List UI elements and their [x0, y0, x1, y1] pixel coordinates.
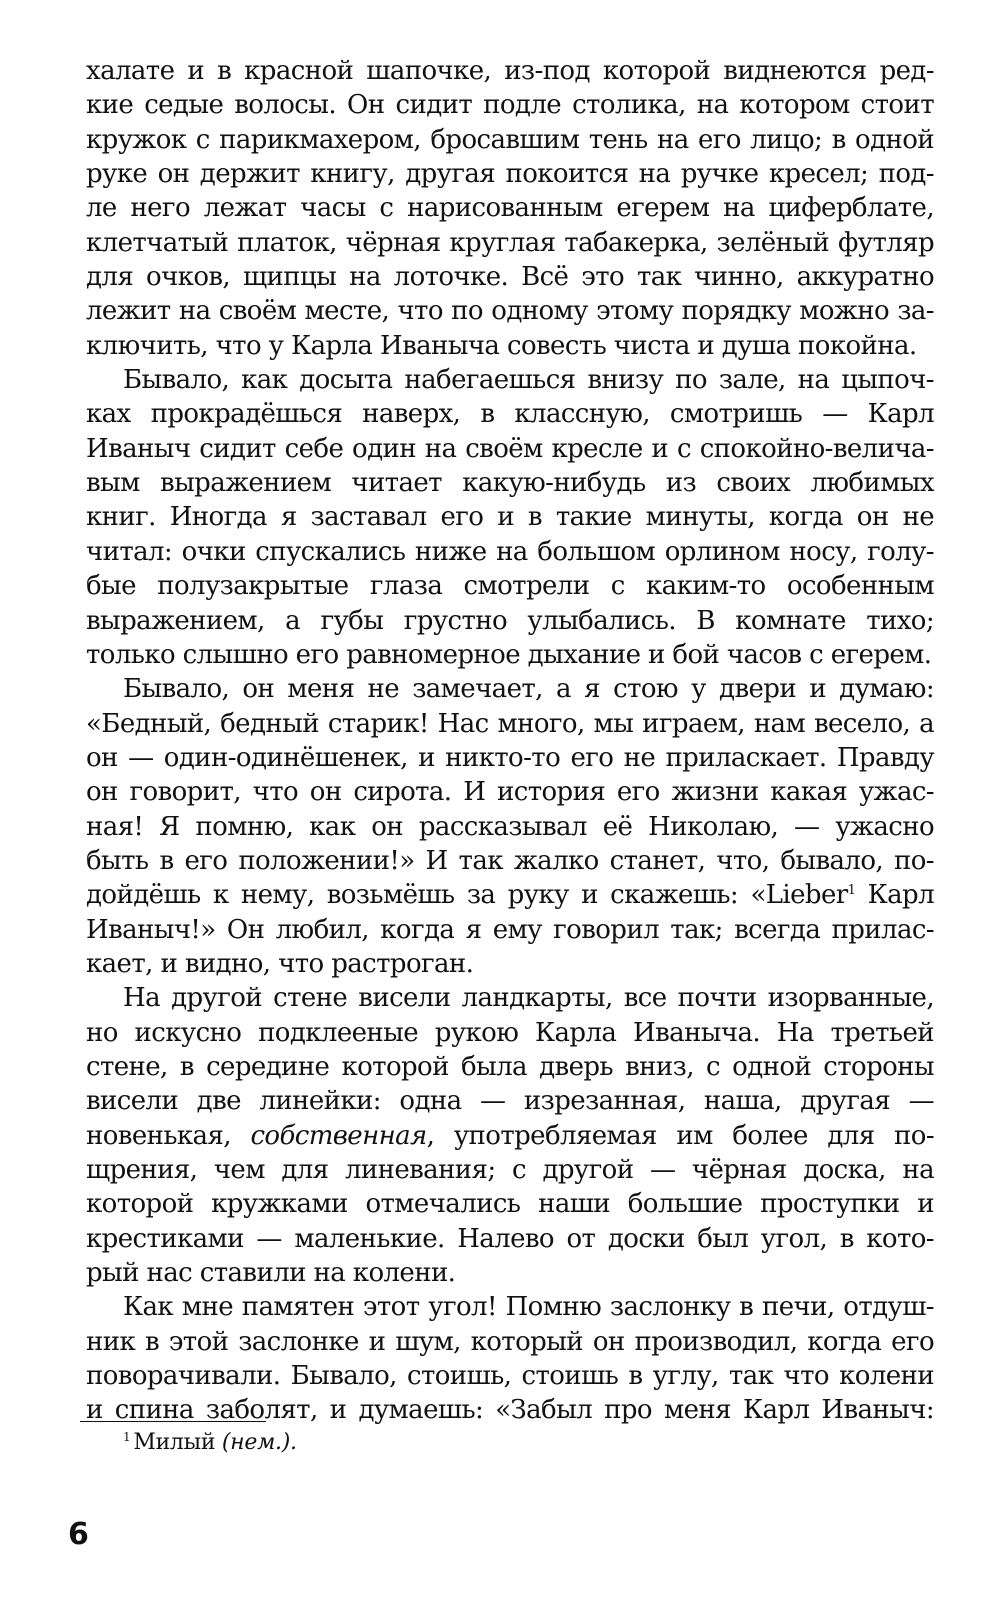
- text-line: стене, в середине которой была дверь вниз, с одной стороны: [86, 1051, 934, 1082]
- text-line: ле него лежат часы с нарисованным егерем на циферблате,: [86, 193, 934, 224]
- footnote-note: (нем.).: [221, 1430, 297, 1455]
- text-line: висели две линейки: одна — изрезанная, наша, другая —: [86, 1086, 934, 1117]
- text-line: Бывало, он меня не замечает, а я стою у двери и думаю:: [123, 674, 934, 705]
- text-line: читал: очки спускались ниже на большом орлином носу, голу-: [86, 536, 934, 567]
- text-line: щрения, чем для линевания; с другой — чёрная доска, на: [86, 1155, 934, 1185]
- text-line: рый нас ставили на колени.: [86, 1258, 456, 1289]
- text-line: он — один-одинёшенек, и никто-то его не приласкает. Правду: [86, 742, 934, 773]
- footnote: [123, 1428, 297, 1458]
- text-line: клетчатый платок, чёрная круглая табакерка, зелёный футляр: [86, 227, 934, 258]
- text-line: быть в его положении!» И так жалко станет, что, бывало, по-: [86, 845, 934, 876]
- footnote-reference: 1: [847, 883, 856, 899]
- footnote-word: Милый: [133, 1430, 216, 1455]
- emphasized-word: собственная: [250, 1120, 427, 1151]
- text-line: поворачивали. Бывало, стоишь, стоишь в углу, так что колени: [86, 1361, 934, 1392]
- text-line: Иваныч сидит себе один на своём кресле и с спокойно-велича-: [86, 433, 934, 464]
- text-segment: Карл: [855, 880, 934, 911]
- text-line: Иваныч!» Он любил, когда я ему говорил так; всегда прилас-: [86, 914, 934, 945]
- text-line: бые полузакрытые глаза смотрели с каким-то особенным: [86, 571, 934, 602]
- text-line: ник в этой заслонке и шум, который он производил, когда его: [86, 1326, 934, 1357]
- text-line: руке он держит книгу, другая покоится на ручке кресел; под-: [86, 159, 934, 190]
- paragraph-1: [86, 54, 934, 363]
- text-line: На другой стене висели ландкарты, все почти изорванные,: [123, 983, 934, 1014]
- footnote-number: 1: [123, 1430, 131, 1444]
- text-line: [86, 1119, 934, 1153]
- text-line: крестиками — маленькие. Налево от доски был угол, в кото-: [86, 1223, 934, 1254]
- text-segment: новенькая,: [86, 1120, 231, 1151]
- text-line: ная! Я помню, как он рассказывал её Николаю, — ужасно: [86, 811, 934, 842]
- text-line: ках прокрадёшься наверх, в классную, смотришь — Карл: [86, 399, 934, 430]
- footnote-divider: [80, 1421, 266, 1422]
- text-line: кие седые волосы. Он сидит подле столика, на котором стоит: [86, 90, 934, 121]
- text-line: [86, 878, 934, 912]
- text-line: только слышно его равномерное дыхание и бой часов с егерем.: [86, 639, 932, 670]
- text-line: кает, и видно, что растроган.: [86, 948, 474, 979]
- text-line: лежит на своём месте, что по одному этому порядку можно за-: [86, 296, 934, 327]
- text-segment: дойдёшь к нему, возьмёшь за руку и скажешь: «Lieber: [86, 880, 848, 911]
- text-line: но искусно подклееные рукою Карла Иваныча. На третьей: [86, 1017, 934, 1048]
- text-line: и спина заболят, и думаешь: «Забыл про меня Карл Иваныч:: [86, 1395, 934, 1426]
- body-text: [86, 54, 934, 1428]
- text-line: для очков, щипцы на лоточке. Всё это так чинно, аккуратно: [86, 262, 934, 293]
- text-segment: , употребляемая им более для по-: [426, 1120, 935, 1151]
- page-number: 6: [68, 1517, 89, 1552]
- text-line: кружок с парикмахером, бросавшим тень на его лицо; в одной: [86, 124, 934, 155]
- text-line: Как мне памятен этот угол! Помню заслонку в печи, отдуш-: [123, 1292, 934, 1323]
- text-line: он говорит, что он сирота. И история его жизни какая ужас-: [86, 777, 934, 808]
- paragraph-5: [86, 1290, 934, 1427]
- text-line: Бывало, как досыта набегаешься внизу по зале, на цыпоч-: [123, 365, 934, 396]
- text-line: «Бедный, бедный старик! Нас много, мы играем, нам весело, а: [86, 708, 934, 739]
- text-line: ключить, что у Карла Иваныча совесть чиста и душа покойна.: [86, 330, 917, 361]
- paragraph-3: [86, 672, 934, 981]
- text-line: выражением, а губы грустно улыбались. В комнате тихо;: [86, 605, 934, 636]
- paragraph-4: [86, 981, 934, 1290]
- text-line: которой кружками отмечались наши большие проступки и: [86, 1189, 934, 1220]
- text-line: вым выражением читает какую-нибудь из своих любимых: [86, 468, 934, 499]
- text-line: халате и в красной шапочке, из-под которой виднеются ред-: [86, 56, 934, 86]
- text-line: книг. Иногда я заставал его и в такие минуты, когда он не: [86, 502, 934, 533]
- paragraph-2: [86, 363, 934, 672]
